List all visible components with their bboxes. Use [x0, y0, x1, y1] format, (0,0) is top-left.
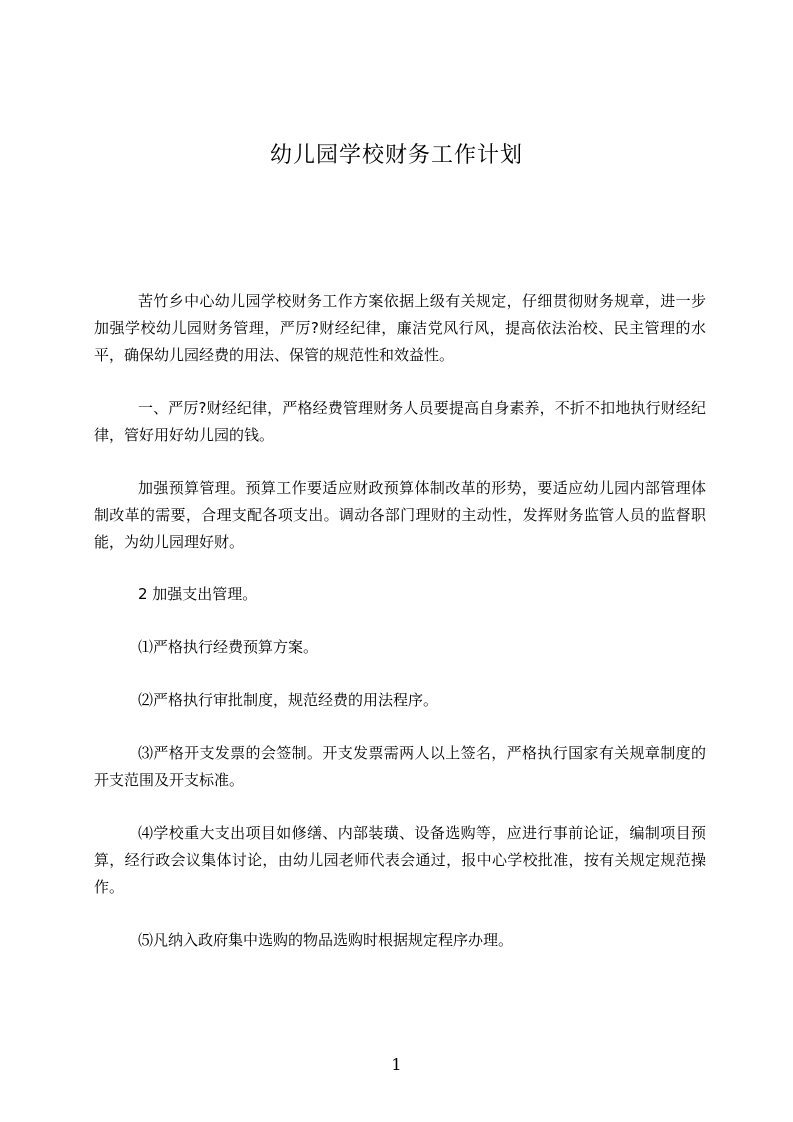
paragraph-item-1: ⑴严格执行经费预算方案。 — [138, 638, 319, 656]
paragraph-expense-heading: 2 加强支出管理。 — [138, 585, 258, 603]
paragraph-item-2: ⑵严格执行审批制度，规范经费的用法程序。 — [138, 691, 439, 709]
paragraph-item-3: ⑶严格开支发票的会签制。开支发票需两人以上签名，严格执行国家有关规章制度的开支范围及开支标准。 — [94, 744, 706, 789]
document-title: 幼儿园学校财务工作计划 — [269, 143, 523, 168]
paragraph-item-5: ⑸凡纳入政府集中选购的物品选购时根据规定程序办理。 — [138, 931, 514, 949]
page-number: 1 — [391, 1055, 402, 1074]
paragraph-budget: 加强预算管理。预算工作要适应财政预算体制改革的形势，要适应幼儿园内部管理体制改革的需要，合理支配各项支出。调动各部门理财的主动性，发挥财务监管人员的监督职能，为幼儿园理好财。 — [94, 479, 706, 551]
paragraph-intro: 苦竹乡中心幼儿园学校财务工作方案依据上级有关规定，仔细贯彻财务规章，进一步加强学校幼儿园财务管理，严厉?财经纪律，廉洁党风行风，提高依法治校、民主管理的水平，确保幼儿园经费的用法、保管的规范性和效益性。 — [94, 292, 706, 364]
paragraph-discipline: 一、严厉?财经纪律，严格经费管理财务人员要提高自身素养，不折不扣地执行财经纪律，管好用好幼儿园的钱。 — [94, 399, 706, 444]
paragraph-item-4: ⑷学校重大支出项目如修缮、内部装璜、设备选购等，应进行事前论证，编制项目预算，经行政会议集体讨论，由幼儿园老师代表会通过，报中心学校批准，按有关规定规范操作。 — [94, 824, 706, 896]
